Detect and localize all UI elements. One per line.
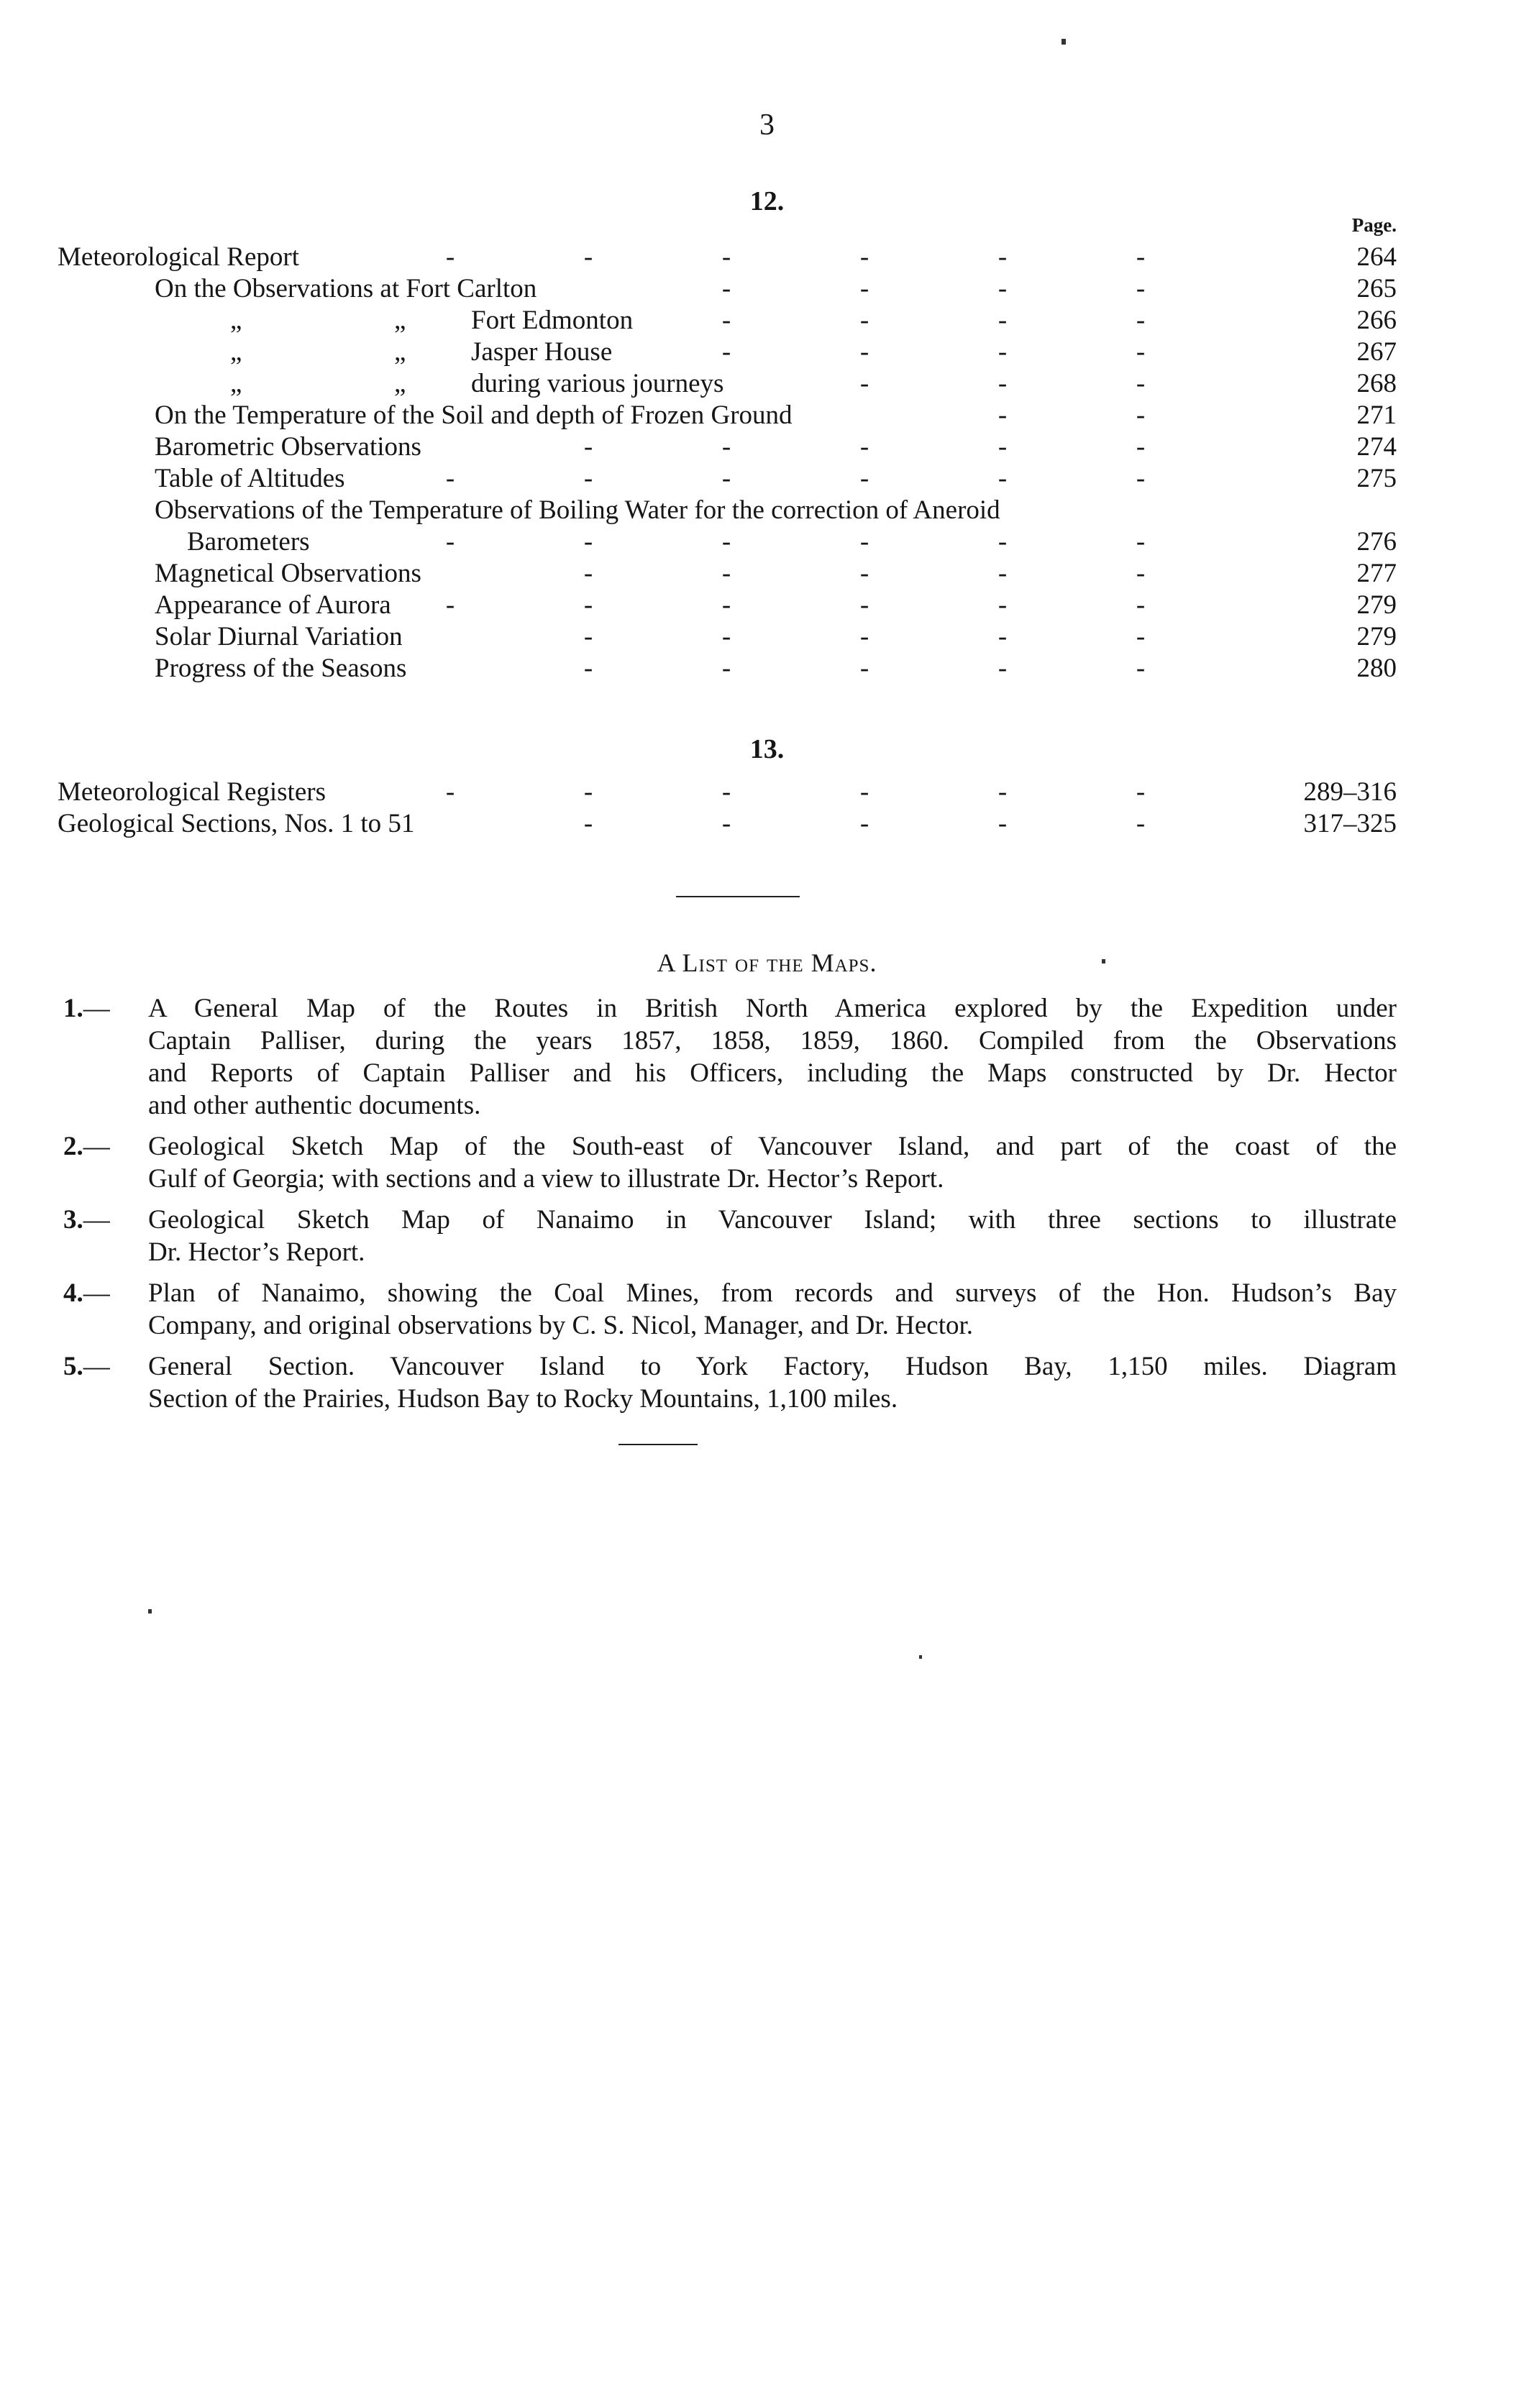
leader-dashes: - - - (859, 369, 1146, 398)
print-speck (1102, 959, 1105, 963)
toc-row (58, 242, 1397, 273)
toc-entry-continuation: Barometers (187, 527, 310, 557)
leader-dashes: - - - - - (583, 654, 1146, 683)
toc-row (58, 273, 1397, 305)
map-item-line: General Section. Vancouver Island to York Factory, Hudson Bay, 1,150 miles. Diagram (148, 1352, 1397, 1381)
leader-dashes: - - (997, 400, 1146, 430)
map-item-number-text: 5. (63, 1352, 83, 1381)
map-item-number-text: 4. (63, 1278, 83, 1308)
maps-list-title-rest: List of the Maps. (682, 948, 877, 977)
map-list-item (63, 1277, 1397, 1342)
toc-entry-page: 275 (1356, 464, 1397, 493)
toc-row (58, 808, 1397, 840)
page-column-header: Page. (1351, 214, 1397, 236)
toc-row (58, 305, 1397, 337)
toc-entry-page: 289–316 (1303, 777, 1397, 807)
toc-entry-text: during various journeys (471, 369, 724, 398)
leader-dashes: - - - - - - (445, 590, 1146, 620)
leader-dashes: - - - - - (583, 432, 1146, 462)
section-13-heading: 13. (749, 734, 785, 764)
map-item-line: Plan of Nanaimo, showing the Coal Mines, from records and surveys of the Hon. Hudson’s Bay (148, 1278, 1397, 1308)
map-item-line: Section of the Prairies, Hudson Bay to Rocky Mountains, 1,100 miles. (148, 1384, 898, 1414)
ditto-mark: „ (230, 306, 242, 335)
toc-entry-page: 274 (1356, 432, 1397, 462)
toc-row (58, 653, 1397, 685)
map-item-line: and Reports of Captain Palliser and his Officers, including the Maps constructed by Dr. Hector (148, 1058, 1397, 1088)
end-rule (618, 1444, 698, 1445)
toc-entry-text: Fort Edmonton (471, 306, 634, 335)
maps-list-title (0, 948, 1534, 978)
section-13-contents (58, 777, 1397, 840)
map-item-line: Geological Sketch Map of the South-east of Vancouver Island, and part of the coast of the (148, 1132, 1397, 1161)
map-item-line: Captain Palliser, during the years 1857, 1858, 1859, 1860. Compiled from the Observations (148, 1026, 1397, 1056)
map-item-number-text: 2. (63, 1132, 83, 1161)
toc-entry-page: 280 (1356, 654, 1397, 683)
toc-entry-text: On the Temperature of the Soil and depth of Frozen Ground (155, 400, 793, 430)
toc-row (58, 621, 1397, 653)
ditto-mark: „ (394, 337, 406, 367)
print-speck (919, 1655, 922, 1659)
leader-dashes: - - - - (721, 306, 1146, 335)
leader-dashes: - - - - - - (445, 464, 1146, 493)
leader-dashes: - - - - (721, 274, 1146, 303)
toc-row (58, 463, 1397, 495)
toc-entry-text: Magnetical Observations (155, 559, 421, 588)
toc-entry-page: 277 (1356, 559, 1397, 588)
map-item-line: A General Map of the Routes in British North America explored by the Expedition under (148, 994, 1397, 1023)
map-item-number (63, 1204, 148, 1236)
toc-entry-text: Progress of the Seasons (155, 654, 407, 683)
ditto-mark: „ (394, 369, 406, 398)
toc-row (58, 368, 1397, 400)
map-item-number (63, 1350, 148, 1383)
map-item-number (63, 1130, 148, 1163)
map-item-number (63, 1277, 148, 1309)
section-12-contents (58, 242, 1397, 685)
print-speck (1062, 39, 1066, 45)
toc-entry-text: Meteorological Report (58, 242, 299, 272)
toc-entry-page: 268 (1356, 369, 1397, 398)
ditto-mark: „ (230, 337, 242, 367)
toc-row (58, 590, 1397, 621)
toc-entry-page: 279 (1356, 622, 1397, 651)
map-item-line: and other authentic documents. (148, 1091, 481, 1120)
toc-entry-page: 271 (1356, 400, 1397, 430)
map-item-line: Company, and original observations by C. S. Nicol, Manager, and Dr. Hector. (148, 1311, 974, 1340)
toc-entry-text: Barometric Observations (155, 432, 421, 462)
em-dash: — (83, 994, 110, 1023)
map-item-number-text: 3. (63, 1205, 83, 1235)
leader-dashes: - - - - (721, 337, 1146, 367)
page-number: 3 (759, 109, 775, 142)
section-divider-rule (676, 896, 800, 897)
toc-row (58, 400, 1397, 431)
leader-dashes: - - - - - - (445, 777, 1146, 807)
map-item-line: Dr. Hector’s Report. (148, 1237, 365, 1267)
toc-entry-page: 265 (1356, 274, 1397, 303)
toc-entry-page: 267 (1356, 337, 1397, 367)
leader-dashes: - - - - - (583, 559, 1146, 588)
em-dash: — (83, 1132, 110, 1161)
toc-entry-page: 317–325 (1303, 809, 1397, 838)
toc-entry-page: 266 (1356, 306, 1397, 335)
toc-entry-page: 276 (1356, 527, 1397, 557)
leader-dashes: - - - - - - (445, 527, 1146, 557)
toc-row (58, 337, 1397, 368)
map-list-item (63, 1350, 1397, 1415)
section-12-heading: 12. (749, 186, 785, 216)
leader-dashes: - - - - - (583, 622, 1146, 651)
map-item-line: Geological Sketch Map of Nanaimo in Vancouver Island; with three sections to illustrate (148, 1205, 1397, 1235)
map-item-number (63, 992, 148, 1025)
toc-row (58, 558, 1397, 590)
print-speck (148, 1609, 152, 1613)
toc-entry-text: Solar Diurnal Variation (155, 622, 403, 651)
toc-entry-page: 264 (1356, 242, 1397, 272)
toc-entry-text: Table of Altitudes (155, 464, 345, 493)
toc-row (58, 431, 1397, 463)
toc-entry-text: Meteorological Registers (58, 777, 326, 807)
maps-list (63, 992, 1397, 1424)
em-dash: — (83, 1205, 110, 1235)
toc-entry-text: On the Observations at Fort Carlton (155, 274, 537, 303)
em-dash: — (83, 1352, 110, 1381)
toc-row (58, 495, 1397, 558)
em-dash: — (83, 1278, 110, 1308)
toc-entry-text: Appearance of Aurora (155, 590, 391, 620)
ditto-mark: „ (394, 306, 406, 335)
leader-dashes: - - - - - (583, 809, 1146, 838)
map-item-number-text: 1. (63, 994, 83, 1023)
map-list-item (63, 992, 1397, 1122)
ditto-mark: „ (230, 369, 242, 398)
toc-row (58, 777, 1397, 808)
toc-entry-text: Jasper House (471, 337, 613, 367)
map-list-item (63, 1204, 1397, 1268)
map-list-item (63, 1130, 1397, 1195)
toc-entry-text: Geological Sections, Nos. 1 to 51 (58, 809, 415, 838)
map-item-line: Gulf of Georgia; with sections and a view to illustrate Dr. Hector’s Report. (148, 1164, 944, 1194)
leader-dashes: - - - - - - (445, 242, 1146, 272)
toc-entry-page: 279 (1356, 590, 1397, 620)
toc-entry-text: Observations of the Temperature of Boiling Water for the correction of Aneroid (155, 495, 1000, 525)
maps-list-title-prefix: A (657, 948, 675, 977)
